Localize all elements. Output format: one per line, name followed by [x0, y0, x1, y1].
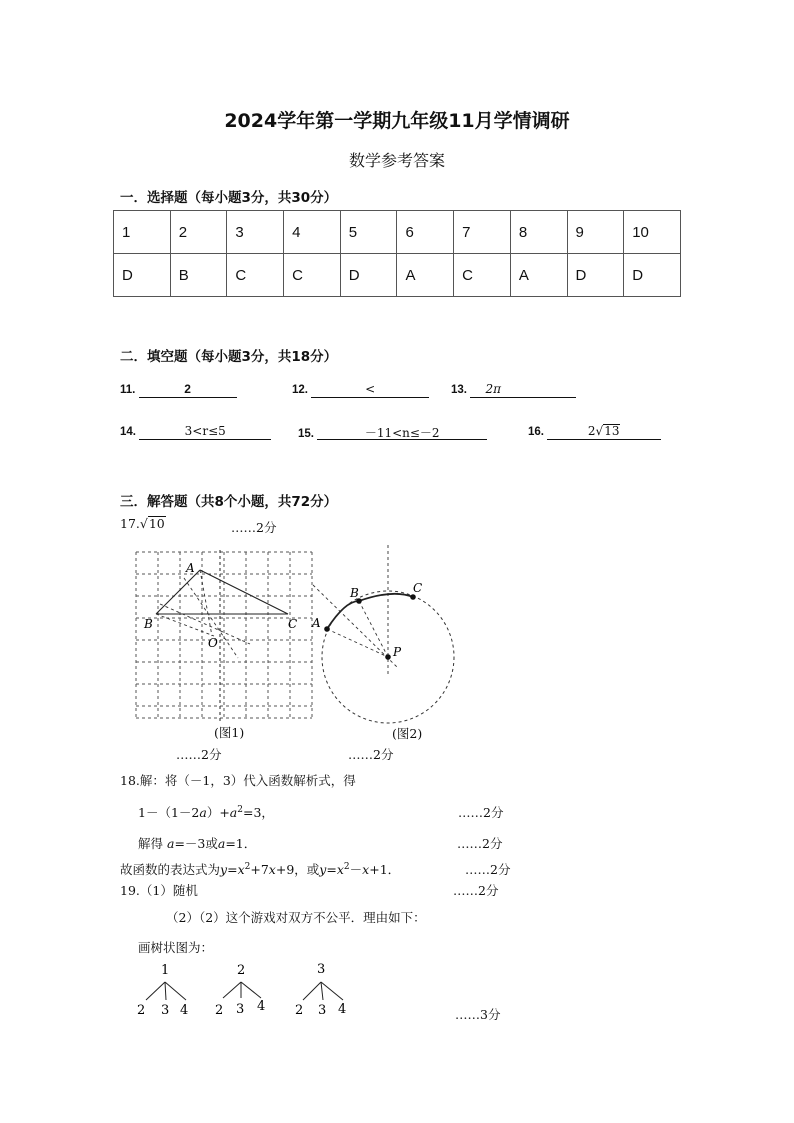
q13 — [451, 382, 576, 398]
q19-part-2: （2）（2）这个游戏对双方不公平．理由如下： — [166, 910, 426, 925]
radius-pa — [327, 629, 388, 657]
q18-line-3: 解得 a=－3或a=1． — [138, 836, 257, 851]
q19-points-2: ……3分 — [455, 1007, 501, 1022]
label-A: A — [186, 561, 195, 575]
point-C — [410, 594, 416, 600]
q18-points-3: ……2分 — [465, 862, 511, 877]
q13-number: 13. — [451, 384, 467, 396]
q18-line-1: 18.解：将（－1，3）代入函数解析式，得 — [120, 773, 356, 788]
label-C: C — [288, 617, 298, 631]
q16-coef: 2 — [587, 424, 596, 438]
tree-2-leaf: 3 — [236, 1002, 245, 1017]
label-C: C — [413, 581, 423, 595]
table-cell: D — [340, 254, 397, 297]
q19-part-1: 19.（1）随机 — [120, 883, 198, 898]
q18-points-2: ……2分 — [457, 836, 503, 851]
table-cell: 3 — [227, 211, 284, 254]
figure-1-grid — [130, 548, 325, 724]
table-cell: 5 — [340, 211, 397, 254]
figure-2-caption: (图2) — [392, 726, 423, 741]
radius-pb — [359, 601, 388, 657]
table-cell: 7 — [454, 211, 511, 254]
q18-line-2: $1-(1-2a)+a^2=3$， — [138, 804, 274, 820]
tree-1-leaf: 3 — [161, 1003, 170, 1018]
tree-3-leaf: 4 — [338, 1002, 347, 1017]
table-cell: A — [510, 254, 567, 297]
tree-1-root: 1 — [161, 963, 170, 978]
tree-1-leaf: 4 — [180, 1003, 189, 1018]
q15-number: 15. — [298, 428, 314, 440]
q14-number: 14. — [120, 426, 136, 438]
section1-heading: 一．选择题（每小题3分，共30分） — [120, 190, 338, 206]
table-cell: 4 — [284, 211, 341, 254]
table-cell: D — [114, 254, 171, 297]
table-cell: 9 — [567, 211, 624, 254]
q11 — [120, 382, 237, 398]
q17-number: 17. — [120, 516, 140, 531]
point-A — [324, 626, 330, 632]
q15 — [298, 424, 487, 440]
figure-2-circle — [305, 545, 465, 725]
answer-table-answer-row — [114, 254, 681, 297]
q16 — [528, 424, 661, 440]
tree-1-leaf: 2 — [137, 1003, 146, 1018]
grid-lines — [136, 548, 312, 724]
tree-3-leaf: 3 — [318, 1003, 327, 1018]
q16-radicand: 13 — [604, 424, 620, 438]
q18-points-1: ……2分 — [458, 805, 504, 820]
q16-answer: 2√13 — [547, 424, 661, 440]
label-P: P — [393, 645, 402, 659]
q12-answer: < — [311, 382, 429, 398]
tree-2-leaf: 4 — [257, 999, 266, 1014]
document-subtitle: 数学参考答案 — [348, 151, 445, 170]
table-cell: A — [397, 254, 454, 297]
tree-3-root: 3 — [317, 962, 326, 977]
table-cell: C — [454, 254, 511, 297]
q12-number: 12. — [292, 384, 308, 396]
table-cell: C — [284, 254, 341, 297]
q17-points-3: ……2分 — [348, 747, 394, 762]
tree-3 — [303, 982, 343, 1000]
q17-radicand: 10 — [148, 516, 165, 531]
tree-diagram — [128, 958, 368, 1020]
q11-number: 11. — [120, 384, 136, 396]
label-A: A — [312, 616, 321, 630]
table-cell: 10 — [624, 211, 681, 254]
table-cell: 6 — [397, 211, 454, 254]
label-B: B — [144, 617, 153, 631]
table-cell: 8 — [510, 211, 567, 254]
table-cell: D — [624, 254, 681, 297]
section3-heading: 三．解答题（共8个小题，共72分） — [120, 494, 338, 510]
table-cell: 2 — [170, 211, 227, 254]
tree-3-leaf: 2 — [295, 1003, 304, 1018]
q14-answer: 3<r≤5 — [139, 424, 271, 440]
table-cell: 1 — [114, 211, 171, 254]
arc-abc — [327, 594, 413, 629]
table-cell: D — [567, 254, 624, 297]
q19-points-1: ……2分 — [453, 883, 499, 898]
tree-2 — [223, 982, 261, 998]
q19-tree-intro: 画树状图为： — [138, 940, 214, 955]
table-cell: B — [170, 254, 227, 297]
answer-table-number-row — [114, 211, 681, 254]
q13-answer-text: 2π — [485, 382, 501, 396]
table-cell: C — [227, 254, 284, 297]
q16-number: 16. — [528, 426, 544, 438]
answer-table — [113, 210, 681, 297]
q11-answer: 2 — [139, 382, 237, 398]
q15-answer: －11<n≤－2 — [317, 424, 487, 440]
q12 — [292, 382, 429, 398]
point-P — [385, 654, 391, 660]
figure-1-caption: (图1) — [214, 725, 245, 740]
label-O: O — [208, 636, 218, 650]
label-B: B — [350, 586, 359, 600]
tree-1 — [146, 982, 186, 1000]
tree-2-root: 2 — [237, 963, 246, 978]
q17-answer: 17.√10 — [120, 516, 165, 531]
q17-points-2: ……2分 — [176, 747, 222, 762]
tree-2-leaf: 2 — [215, 1003, 224, 1018]
q13-answer — [470, 382, 576, 398]
section2-heading: 二．填空题（每小题3分，共18分） — [120, 349, 338, 365]
q17-points-1: ……2分 — [231, 520, 277, 535]
q14 — [120, 424, 271, 440]
document-title: 2024学年第一学期九年级11月学情调研 — [224, 110, 570, 132]
q18-line-4: 故函数的表达式为$y=x^2+7x+9$，或$y=x^2-x+1$． — [120, 861, 401, 877]
